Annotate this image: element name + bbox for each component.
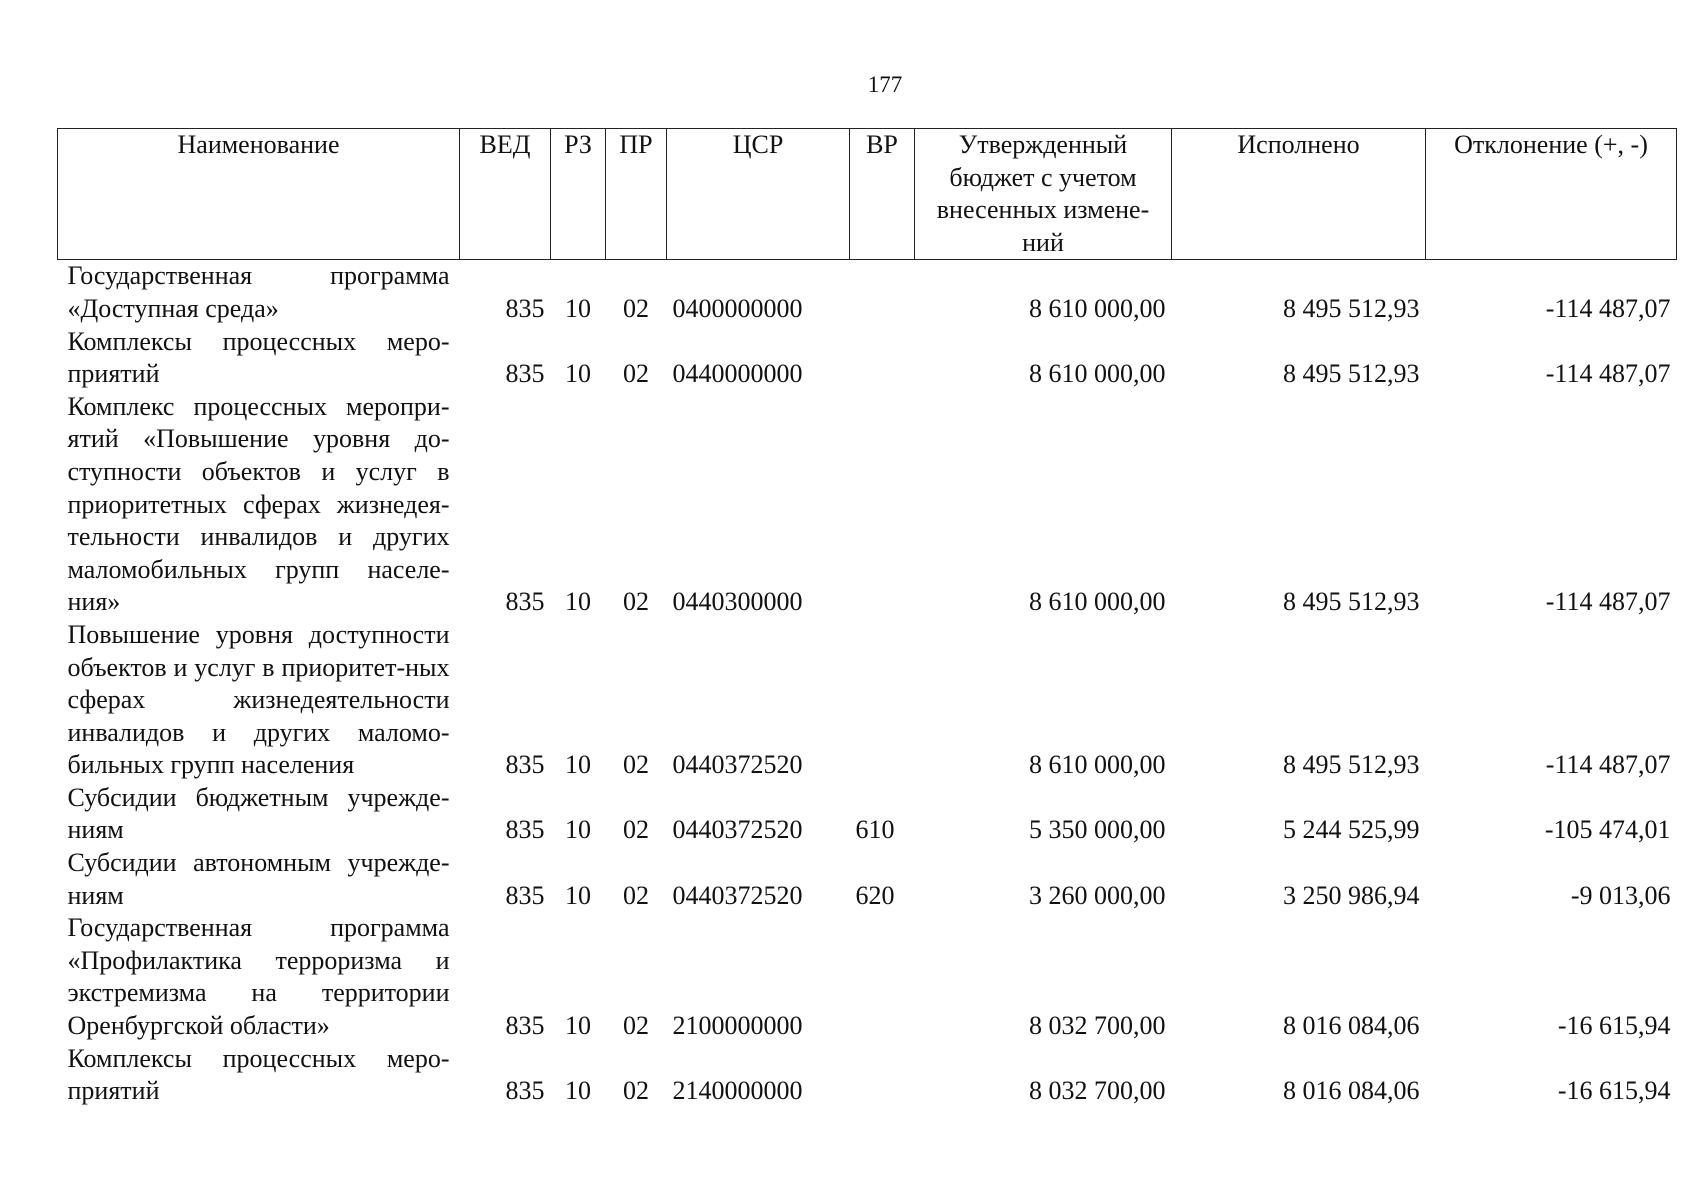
row-csr: 0440000000	[672, 359, 803, 389]
table-header	[58, 129, 1677, 260]
row-vr: 620	[855, 880, 895, 910]
row-name: Субсидии бюджетным учрежде-ниям	[67, 782, 450, 845]
row-name: Государственная программа «Профилактика терроризма и экстремизма на территории Оренбургской области»	[67, 913, 450, 1041]
row-executed: 8 016 084,06	[1283, 1076, 1420, 1106]
row-deviation: -16 615,94	[1557, 1011, 1671, 1041]
row-ved: 835	[505, 815, 545, 845]
row-approved: 8 610 000,00	[1029, 293, 1166, 323]
row-executed: 5 244 525,99	[1283, 815, 1420, 845]
row-approved: 8 032 700,00	[1029, 1011, 1166, 1041]
row-csr: 0440372520	[672, 815, 803, 845]
header-deviation: Отклонение (+, -)	[1426, 129, 1677, 260]
row-executed: 8 495 512,93	[1283, 359, 1420, 389]
row-pr: 02	[623, 1011, 649, 1041]
header-ved: ВЕД	[460, 129, 551, 260]
row-pr: 02	[623, 750, 649, 780]
row-executed: 8 495 512,93	[1283, 587, 1420, 617]
row-csr: 2100000000	[672, 1011, 803, 1041]
row-csr: 0440372520	[672, 880, 803, 910]
row-name: Комплекс процессных меропри-ятий «Повышение уровня до-ступности объектов и услуг в приоритетных сферах жизнедея-тельности инвалидов и других маломобильных групп населе-ния»	[67, 391, 450, 617]
header-csr: ЦСР	[667, 129, 850, 260]
row-vr	[850, 391, 915, 619]
header-approved: Утвержденный бюджет с учетом внесенных измене-ний	[915, 129, 1172, 260]
budget-table	[57, 128, 1677, 1108]
row-csr: 2140000000	[672, 1076, 803, 1106]
row-pr: 02	[623, 880, 649, 910]
row-deviation: -114 487,07	[1545, 359, 1671, 389]
row-pr: 02	[623, 293, 649, 323]
row-deviation: -16 615,94	[1557, 1076, 1671, 1106]
page-number: 177	[867, 72, 903, 97]
header-name: Наименование	[58, 129, 460, 260]
row-name: Повышение уровня доступности объектов и услуг в приоритет-ных сферах жизнедеятельности инвалидов и других маломо-бильных групп населения	[67, 619, 450, 780]
row-ved: 835	[505, 359, 545, 389]
row-deviation: -114 487,07	[1545, 293, 1671, 323]
row-executed: 3 250 986,94	[1283, 880, 1420, 910]
row-vr	[850, 1043, 915, 1108]
row-csr: 0440372520	[672, 750, 803, 780]
row-pr: 02	[623, 815, 649, 845]
row-rz: 10	[565, 587, 591, 617]
table-row	[58, 912, 1677, 1042]
row-pr: 02	[623, 1076, 649, 1106]
row-name: Комплексы процессных меро-приятий	[67, 1043, 450, 1106]
header-rz: РЗ	[551, 129, 606, 260]
row-approved: 8 610 000,00	[1029, 587, 1166, 617]
row-executed: 8 495 512,93	[1283, 293, 1420, 323]
header-row	[58, 129, 1677, 260]
table-row	[58, 619, 1677, 782]
row-ved: 835	[505, 1011, 545, 1041]
row-name: Государственная программа «Доступная среда»	[67, 261, 450, 323]
row-vr	[850, 619, 915, 782]
row-approved: 5 350 000,00	[1029, 815, 1166, 845]
row-deviation: -9 013,06	[1570, 880, 1671, 910]
table-row	[58, 1043, 1677, 1108]
row-ved: 835	[505, 587, 545, 617]
table-row	[58, 847, 1677, 912]
table-row	[58, 782, 1677, 847]
row-ved: 835	[505, 750, 545, 780]
row-csr: 0400000000	[672, 293, 803, 323]
header-executed: Исполнено	[1172, 129, 1426, 260]
row-ved: 835	[505, 1076, 545, 1106]
row-deviation: -114 487,07	[1545, 587, 1671, 617]
row-vr	[850, 260, 915, 326]
table-body	[58, 260, 1677, 1108]
row-executed: 8 016 084,06	[1283, 1011, 1420, 1041]
row-rz: 10	[565, 1076, 591, 1106]
row-vr	[850, 912, 915, 1042]
row-approved: 8 610 000,00	[1029, 359, 1166, 389]
row-pr: 02	[623, 359, 649, 389]
row-ved: 835	[505, 880, 545, 910]
row-name: Субсидии автономным учрежде-ниям	[67, 848, 450, 910]
row-approved: 8 032 700,00	[1029, 1076, 1166, 1106]
row-deviation: -114 487,07	[1545, 750, 1671, 780]
row-ved: 835	[505, 293, 545, 323]
table-row	[58, 260, 1677, 326]
header-vr: ВР	[850, 129, 915, 260]
row-vr: 610	[855, 815, 895, 845]
row-executed: 8 495 512,93	[1283, 750, 1420, 780]
table-row	[58, 391, 1677, 619]
table-row	[58, 326, 1677, 391]
row-rz: 10	[565, 1011, 591, 1041]
row-name: Комплексы процессных меро-приятий	[67, 326, 450, 389]
row-deviation: -105 474,01	[1544, 815, 1671, 845]
row-pr: 02	[623, 587, 649, 617]
row-rz: 10	[565, 750, 591, 780]
row-rz: 10	[565, 293, 591, 323]
row-approved: 3 260 000,00	[1029, 880, 1166, 910]
header-pr: ПР	[606, 129, 667, 260]
row-rz: 10	[565, 359, 591, 389]
row-rz: 10	[565, 880, 591, 910]
row-rz: 10	[565, 815, 591, 845]
row-csr: 0440300000	[672, 587, 803, 617]
row-approved: 8 610 000,00	[1029, 750, 1166, 780]
row-vr	[850, 326, 915, 391]
